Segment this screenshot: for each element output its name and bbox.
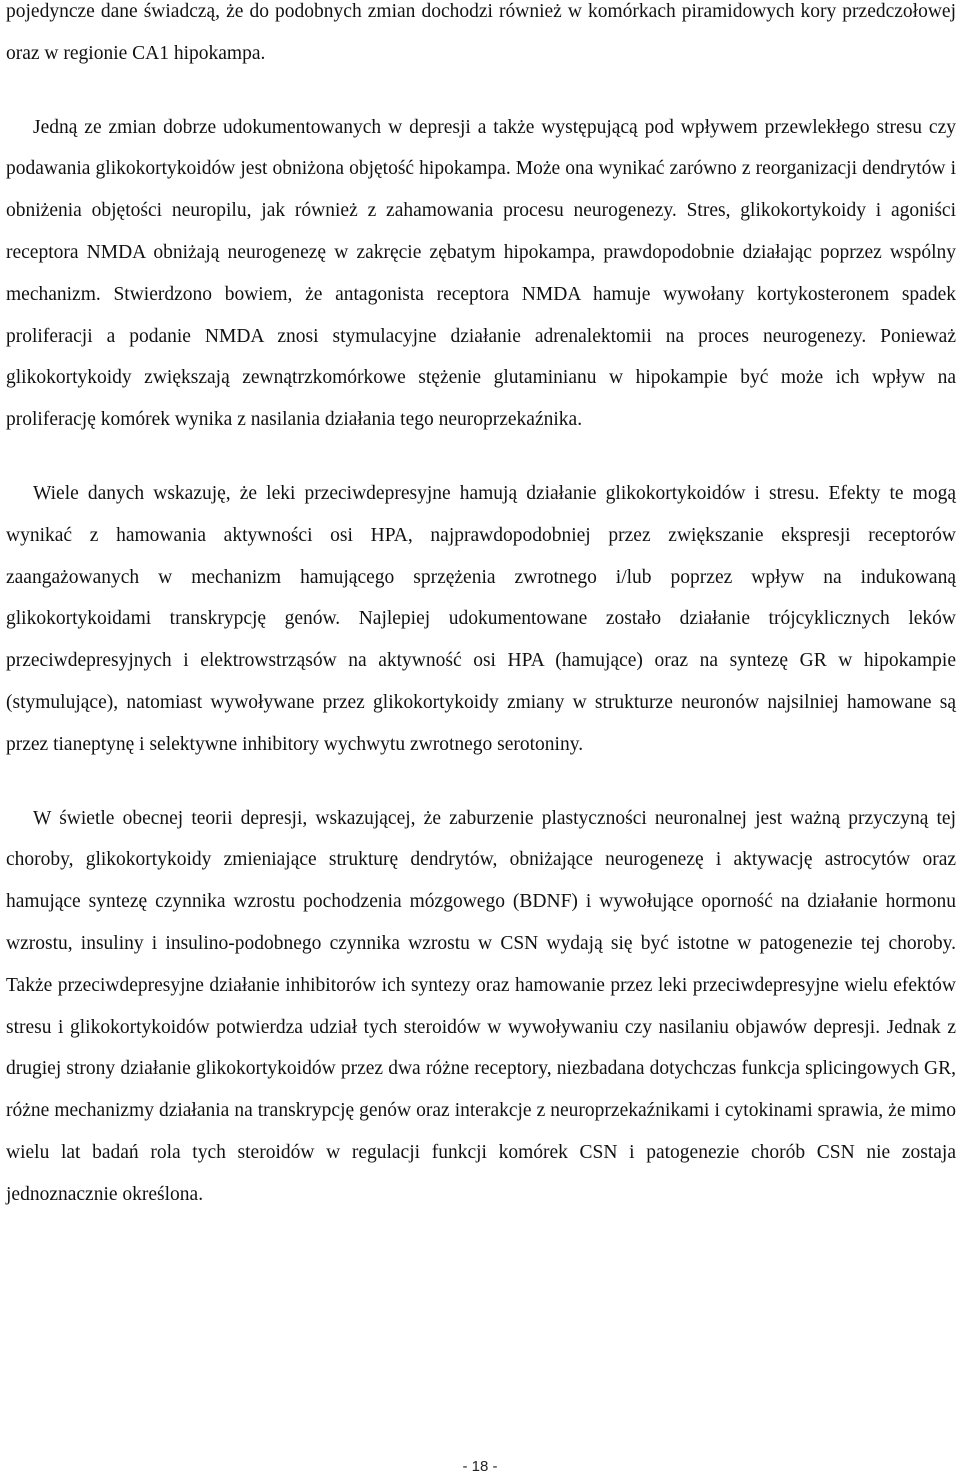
paragraph-hippocampus-volume: Jedną ze zmian dobrze udokumentowanych w depresji a także występującą pod wpływem przewlekłego stresu czy podawania glikokortykoidów jest obniżona objętość hipokampa. Może ona wynikać zarówno z reorganizacji dendrytów i obniżenia objętości neuropilu, jak również z zahamowania procesu neurogenezy. Stres, glikokortykoidy i agoniści receptora NMDA obniżają neurogenezę w zakręcie zębatym hipokampa, prawdopodobnie działając poprzez wspólny mechanizm. Stwierdzono bowiem, że antagonista receptora NMDA hamuje wywołany kortykosteronem spadek proliferacji a podanie NMDA znosi stymulacyjne działanie adrenalektomii na proces neurogenezy. Ponieważ glikokortykoidy zwiększają zewnątrzkomórkowe stężenie glutaminianu w hipokampie być może ich wpływ na proliferację komórek wynika z nasilania działania tego neuroprzekaźnika. xyxy=(6,116,956,431)
paragraph-antidepressants: Wiele danych wskazuję, że leki przeciwdepresyjne hamują działanie glikokortykoidów i stresu. Efekty te mogą wynikać z hamowania aktywności osi HPA, najprawdopodobniej przez zwiększanie ekspresji receptorów zaangażowanych w mechanizm hamującego sprzężenia zwrotnego i/lub poprzez wpływ na indukowaną glikokortykoidami transkrypcję genów. Najlepiej udokumentowane zostało działanie trójcyklicznych leków przeciwdepresyjnych i elektrowstrząsów na aktywność osi HPA (hamujące) oraz na syntezę GR w hipokampie (stymulujące), natomiast wywoływane przez glikokortykoidy zmiany w strukturze neuronów najsilniej hamowane są przez tianeptynę i selektywne inhibitory wychwytu zwrotnego serotoniny. xyxy=(6,482,956,755)
document-page xyxy=(6,0,956,1216)
paragraph-continuation: pojedyncze dane świadczą, że do podobnych zmian dochodzi również w komórkach piramidowych kory przedczołowej oraz w regionie CA1 hipokampa. xyxy=(6,1,956,64)
paragraph-depression-theory: W świetle obecnej teorii depresji, wskazującej, że zaburzenie plastyczności neuronalnej jest ważną przyczyną tej choroby, glikokortykoidy zmieniające strukturę dendrytów, obniżające neurogenezę i aktywację astrocytów oraz hamujące syntezę czynnika wzrostu pochodzenia mózgowego (BDNF) i wywołujące oporność na działanie hormonu wzrostu, insuliny i insulino-podobnego czynnika wzrostu w CSN wydają się być istotne w patogenezie tej choroby. Także przeciwdepresyjne działanie inhibitorów ich syntezy oraz hamowanie przez leki przeciwdepresyjne wielu efektów stresu i glikokortykoidów potwierdza udział tych steroidów w wywoływaniu czy nasilaniu objawów depresji. Jednak z drugiej strony działanie glikokortykoidów przez dwa różne receptory, niezbadana dotychczas funkcja splicingowych GR, różne mechanizmy działania na transkrypcję genów oraz interakcje z neuroprzekaźnikami i cytokinami sprawia, że mimo wielu lat badań rola tych steroidów w regulacji funkcji komórek CSN i patogenezie chorób CSN nie zostaja jednoznacznie określona. xyxy=(6,807,956,1205)
page-number: - 18 - xyxy=(462,1458,498,1475)
